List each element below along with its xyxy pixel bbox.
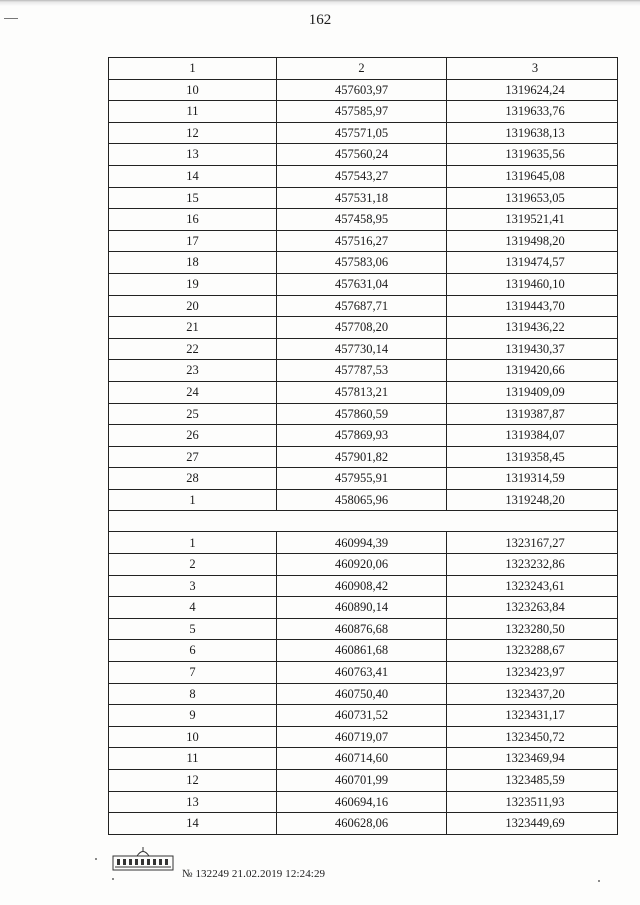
y-coordinate-cell: 1319633,76: [447, 101, 618, 123]
y-coordinate-cell: 1323243,61: [447, 575, 618, 597]
y-coordinate-cell: 1319460,10: [447, 273, 618, 295]
y-coordinate-cell: 1323469,94: [447, 748, 618, 770]
y-coordinate-cell: 1323288,67: [447, 640, 618, 662]
x-coordinate-cell: 460994,39: [277, 532, 447, 554]
scan-speck: [598, 880, 600, 882]
page-number: 162: [308, 12, 332, 28]
point-number-cell: 24: [109, 381, 277, 403]
y-coordinate-cell: 1319521,41: [447, 209, 618, 231]
y-coordinate-cell: 1319653,05: [447, 187, 618, 209]
point-number-cell: 22: [109, 338, 277, 360]
x-coordinate-cell: 457813,21: [277, 381, 447, 403]
x-coordinate-cell: 460628,06: [277, 813, 447, 835]
x-coordinate-cell: 457708,20: [277, 317, 447, 339]
point-number-cell: 2: [109, 554, 277, 576]
table-row: [109, 468, 618, 490]
x-coordinate-cell: 457787,53: [277, 360, 447, 382]
table-row: [109, 532, 618, 554]
point-number-cell: 26: [109, 425, 277, 447]
y-coordinate-cell: 1319314,59: [447, 468, 618, 490]
point-number-cell: 12: [109, 770, 277, 792]
table-row: [109, 425, 618, 447]
table-row: [109, 338, 618, 360]
table-row: [109, 446, 618, 468]
table-row: [109, 554, 618, 576]
point-number-cell: 18: [109, 252, 277, 274]
coordinates-table: [108, 57, 618, 835]
x-coordinate-cell: 457860,59: [277, 403, 447, 425]
x-coordinate-cell: 460861,68: [277, 640, 447, 662]
y-coordinate-cell: 1323263,84: [447, 597, 618, 619]
table-row: [109, 273, 618, 295]
table-row: [109, 381, 618, 403]
x-coordinate-cell: 457516,27: [277, 230, 447, 252]
table-row: [109, 748, 618, 770]
x-coordinate-cell: 457901,82: [277, 446, 447, 468]
scan-speck: [95, 858, 97, 860]
table-row: [109, 813, 618, 835]
y-coordinate-cell: 1319635,56: [447, 144, 618, 166]
table-row: [109, 252, 618, 274]
point-number-cell: 15: [109, 187, 277, 209]
table-row: [109, 575, 618, 597]
table-row: [109, 209, 618, 231]
column-header: 1: [109, 58, 277, 80]
point-number-cell: 17: [109, 230, 277, 252]
y-coordinate-cell: 1319420,66: [447, 360, 618, 382]
point-number-cell: 13: [109, 144, 277, 166]
y-coordinate-cell: 1323232,86: [447, 554, 618, 576]
table-row: [109, 317, 618, 339]
section-separator-row: [109, 511, 618, 532]
x-coordinate-cell: 457560,24: [277, 144, 447, 166]
column-header: 2: [277, 58, 447, 80]
table-row: [109, 662, 618, 684]
y-coordinate-cell: 1319645,08: [447, 165, 618, 187]
point-number-cell: 20: [109, 295, 277, 317]
y-coordinate-cell: 1323449,69: [447, 813, 618, 835]
registration-stamp: № 132249 21.02.2019 12:24:29: [182, 868, 326, 880]
table-row: [109, 403, 618, 425]
table-row: [109, 187, 618, 209]
point-number-cell: 1: [109, 532, 277, 554]
x-coordinate-cell: 457631,04: [277, 273, 447, 295]
y-coordinate-cell: 1319430,37: [447, 338, 618, 360]
x-coordinate-cell: 460920,06: [277, 554, 447, 576]
point-number-cell: 11: [109, 101, 277, 123]
y-coordinate-cell: 1323280,50: [447, 618, 618, 640]
y-coordinate-cell: 1319474,57: [447, 252, 618, 274]
x-coordinate-cell: 458065,96: [277, 489, 447, 511]
x-coordinate-cell: 460694,16: [277, 791, 447, 813]
y-coordinate-cell: 1319638,13: [447, 122, 618, 144]
column-header: 3: [447, 58, 618, 80]
y-coordinate-cell: 1319624,24: [447, 79, 618, 101]
table-row: [109, 165, 618, 187]
point-number-cell: 14: [109, 813, 277, 835]
table-row: [109, 144, 618, 166]
x-coordinate-cell: 457869,93: [277, 425, 447, 447]
point-number-cell: 21: [109, 317, 277, 339]
x-coordinate-cell: 460731,52: [277, 705, 447, 727]
point-number-cell: 16: [109, 209, 277, 231]
table-row: [109, 597, 618, 619]
point-number-cell: 25: [109, 403, 277, 425]
point-number-cell: 13: [109, 791, 277, 813]
x-coordinate-cell: 457687,71: [277, 295, 447, 317]
y-coordinate-cell: 1323485,59: [447, 770, 618, 792]
point-number-cell: 8: [109, 683, 277, 705]
table-row: [109, 705, 618, 727]
point-number-cell: 10: [109, 726, 277, 748]
y-coordinate-cell: 1323450,72: [447, 726, 618, 748]
x-coordinate-cell: 460719,07: [277, 726, 447, 748]
table-header-row: [109, 58, 618, 80]
x-coordinate-cell: 460714,60: [277, 748, 447, 770]
table-row: [109, 770, 618, 792]
x-coordinate-cell: 460908,42: [277, 575, 447, 597]
y-coordinate-cell: 1323423,97: [447, 662, 618, 684]
table-row: [109, 295, 618, 317]
point-number-cell: 9: [109, 705, 277, 727]
y-coordinate-cell: 1323437,20: [447, 683, 618, 705]
table-row: [109, 489, 618, 511]
x-coordinate-cell: 460701,99: [277, 770, 447, 792]
point-number-cell: 10: [109, 79, 277, 101]
x-coordinate-cell: 457585,97: [277, 101, 447, 123]
point-number-cell: 5: [109, 618, 277, 640]
table-row: [109, 726, 618, 748]
table-row: [109, 360, 618, 382]
scan-edge-shadow: [0, 0, 640, 8]
point-number-cell: 14: [109, 165, 277, 187]
emblem-seal: [112, 846, 174, 872]
point-number-cell: 3: [109, 575, 277, 597]
point-number-cell: 6: [109, 640, 277, 662]
point-number-cell: 27: [109, 446, 277, 468]
y-coordinate-cell: 1319248,20: [447, 489, 618, 511]
point-number-cell: 28: [109, 468, 277, 490]
y-coordinate-cell: 1319387,87: [447, 403, 618, 425]
table-row: [109, 230, 618, 252]
point-number-cell: 12: [109, 122, 277, 144]
x-coordinate-cell: 457730,14: [277, 338, 447, 360]
x-coordinate-cell: 460763,41: [277, 662, 447, 684]
table-row: [109, 122, 618, 144]
table-row: [109, 79, 618, 101]
point-number-cell: 1: [109, 489, 277, 511]
empty-separator-cell: [109, 511, 618, 532]
table-row: [109, 640, 618, 662]
table-row: [109, 618, 618, 640]
y-coordinate-cell: 1323431,17: [447, 705, 618, 727]
x-coordinate-cell: 457543,27: [277, 165, 447, 187]
y-coordinate-cell: 1319358,45: [447, 446, 618, 468]
y-coordinate-cell: 1319498,20: [447, 230, 618, 252]
point-number-cell: 23: [109, 360, 277, 382]
y-coordinate-cell: 1323511,93: [447, 791, 618, 813]
x-coordinate-cell: 457603,97: [277, 79, 447, 101]
point-number-cell: 4: [109, 597, 277, 619]
point-number-cell: 11: [109, 748, 277, 770]
table-row: [109, 791, 618, 813]
y-coordinate-cell: 1319384,07: [447, 425, 618, 447]
x-coordinate-cell: 457583,06: [277, 252, 447, 274]
scan-speck: [112, 878, 114, 880]
y-coordinate-cell: 1323167,27: [447, 532, 618, 554]
x-coordinate-cell: 460890,14: [277, 597, 447, 619]
x-coordinate-cell: 460750,40: [277, 683, 447, 705]
x-coordinate-cell: 457955,91: [277, 468, 447, 490]
point-number-cell: 19: [109, 273, 277, 295]
table-row: [109, 683, 618, 705]
x-coordinate-cell: 457531,18: [277, 187, 447, 209]
point-number-cell: 7: [109, 662, 277, 684]
y-coordinate-cell: 1319443,70: [447, 295, 618, 317]
x-coordinate-cell: 457458,95: [277, 209, 447, 231]
x-coordinate-cell: 457571,05: [277, 122, 447, 144]
y-coordinate-cell: 1319409,09: [447, 381, 618, 403]
x-coordinate-cell: 460876,68: [277, 618, 447, 640]
table-row: [109, 101, 618, 123]
y-coordinate-cell: 1319436,22: [447, 317, 618, 339]
